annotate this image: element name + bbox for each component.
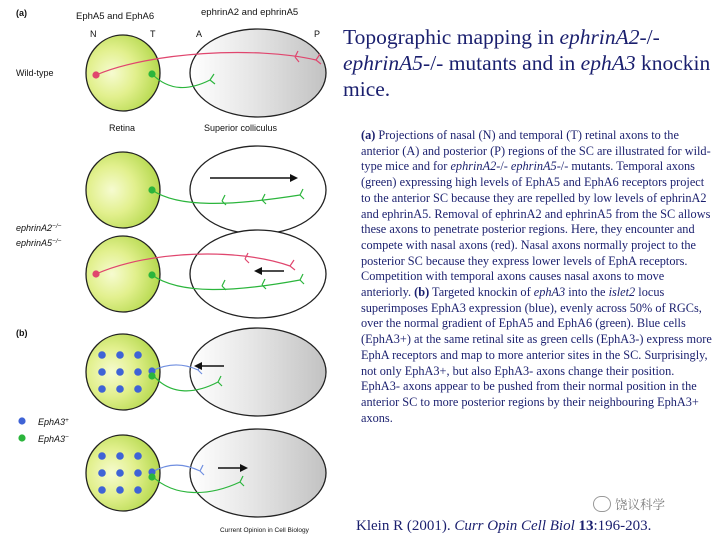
label-t: T <box>150 29 156 39</box>
slide-title: Topographic mapping in ephrinA2-/- ephrinA5-/- mutants and in ephA3 knockin mice. <box>343 25 711 101</box>
legend <box>18 417 69 444</box>
temporal-cell <box>148 271 155 278</box>
sc-oval <box>190 230 326 318</box>
label-a: A <box>196 29 203 39</box>
watermark: 饶议科学 <box>593 495 665 513</box>
legend-epha3-minus-label: EphA3− <box>38 434 69 444</box>
wild-type-label: Wild-type <box>16 68 54 78</box>
epha3-minus-cell <box>148 473 155 480</box>
sc-oval <box>190 146 326 234</box>
sc-oval <box>190 328 326 416</box>
row-wild-type <box>86 29 326 117</box>
label-n: N <box>90 29 97 39</box>
row-mutant-temporal <box>86 146 326 234</box>
legend-epha3-plus-label: EphA3+ <box>38 417 69 427</box>
mutant-label-ephrina5: ephrinA5−/− <box>16 238 62 248</box>
header-ephrina2-ephrina5: ephrinA2 and ephrinA5 <box>201 7 299 18</box>
temporal-cell <box>148 70 155 77</box>
row-mutant-competition <box>86 230 326 318</box>
epha3-minus-cell <box>148 372 155 379</box>
label-p: P <box>314 29 321 39</box>
retina-label: Retina <box>109 123 136 133</box>
superior-colliculus-label: Superior colliculus <box>204 123 278 133</box>
mutant-label-ephrina2: ephrinA2−/− <box>16 223 62 233</box>
nasal-cell <box>92 270 99 277</box>
panel-b-label: (b) <box>16 328 28 338</box>
legend-epha3-minus-swatch <box>18 434 25 441</box>
row-knockin-anterior <box>86 328 326 416</box>
chat-bubble-icon <box>593 496 611 512</box>
sc-oval <box>190 29 326 117</box>
epha3-cell-grid <box>98 452 142 494</box>
legend-epha3-plus-swatch <box>18 417 25 424</box>
figure-caption: (a) Projections of nasal (N) and temporal (T) retinal axons to the anterior (A) and posterior (P) regions of the SC are illustrated for wild-type mice and for ephrinA2-/- ephrinA5-/- mutants. Temporal axons (green) expressing high levels of EphA5 and EphA6 receptors project to the anterior SC because they are repelled by low levels of ephrinA2 and ephrinA5. Removal of ephrinA2 and ephrinA5 from the SC allows these axons to penetrate posterior regions. Here, they encounter and compete with nasal axons (red). Nasal axons normally project to the posterior SC because they express lower levels of EphA receptors. Competition with temporal axons causes nasal axons to move anteriorly. (b) Targeted knockin of ephA3 into the islet2 locus superimposes EphA3 expression (blue), evenly across 50% of RGCs, over the normal gradient of EphA5 and EphA6 (green). Blue cells (EphA3+) at the same retinal site as green cells (EphA3-) express more EphA receptors and map to more anterior sites in the SC. Surprisingly, not only EphA3+, but also EphA3- axons change their position. EphA3- axons appear to be pushed from their normal position in the anterior SC to more posterior regions by their neighbouring EphA3+ axons. <box>361 128 712 425</box>
temporal-cell <box>148 186 155 193</box>
figure-credit: Current Opinion in Cell Biology <box>220 527 309 534</box>
nasal-cell <box>92 71 99 78</box>
header-epha5-epha6: EphA5 and EphA6 <box>76 11 155 22</box>
citation: Klein R (2001). Curr Opin Cell Biol 13:196-203. <box>356 518 652 534</box>
row-knockin-posterior <box>86 429 326 517</box>
sc-oval <box>190 429 326 517</box>
epha3-cell-grid <box>98 351 142 393</box>
panel-a-label: (a) <box>16 8 27 18</box>
